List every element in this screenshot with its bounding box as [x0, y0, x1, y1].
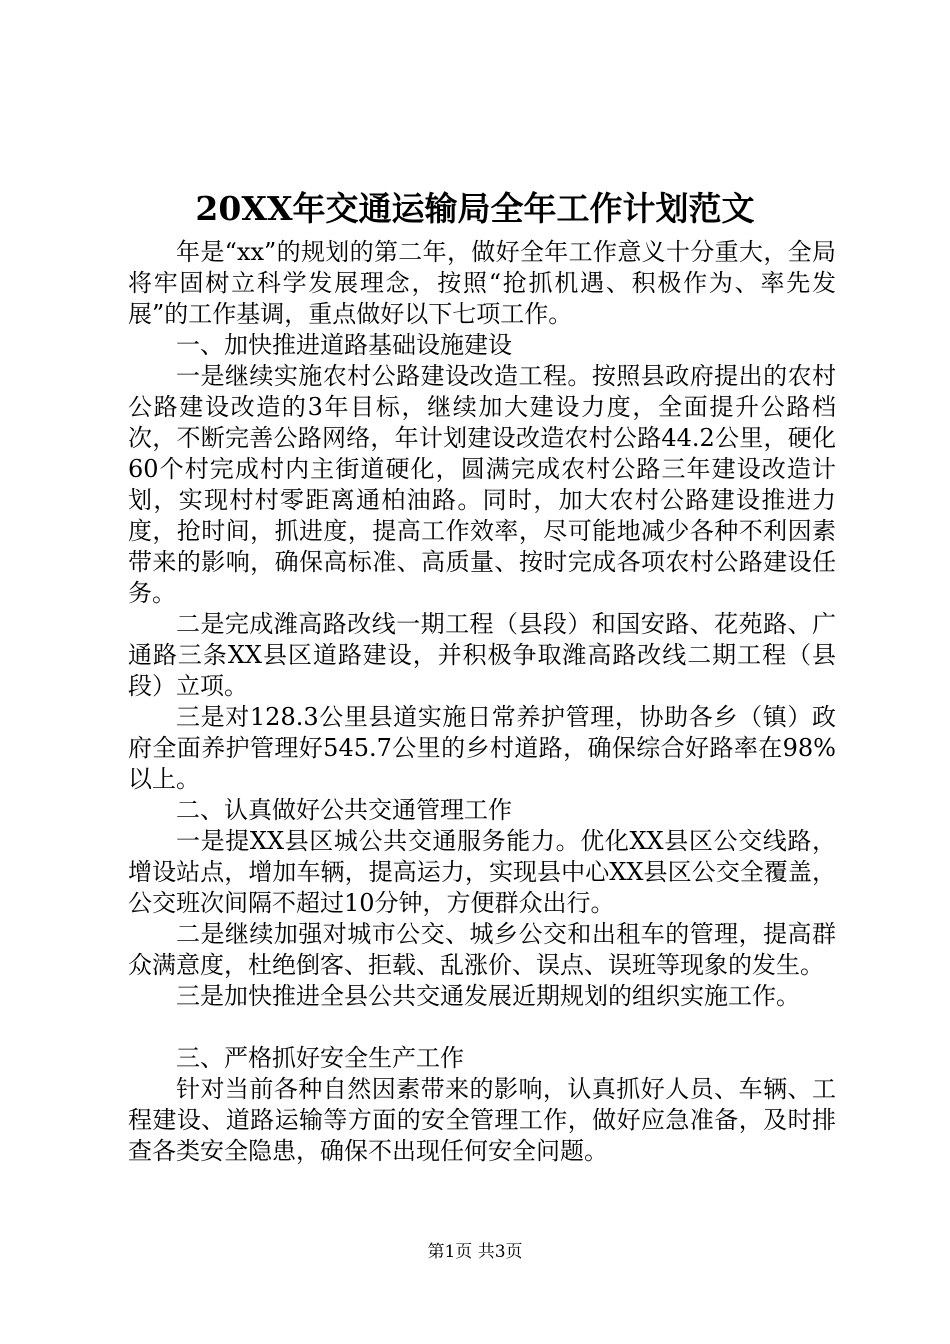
document-title: 20XX年交通运输局全年工作计划范文	[195, 189, 755, 228]
body-paragraph: 一是提XX县区城公共交通服务能力。优化XX县区公交线路，增设站点，增加车辆，提高运力，实现县中心XX县区公交全覆盖，公交班次间隔不超过10分钟，方便群众出行。	[128, 827, 836, 917]
body-paragraph: 一是继续实施农村公路建设改造工程。按照县政府提出的农村公路建设改造的3年目标，继续加大建设力度，全面提升公路档次，不断完善公路网络，年计划建设改造农村公路44.2公里，硬化60个村完成村内主街道硬化，圆满完成农村公路三年建设改造计划，实现村村零距离通柏油路。同时，加大农村公路建设推进力度，抢时间，抓进度，提高工作效率，尽可能地减少各种不利因素带来的影响，确保高标准、高质量、按时完成各项农村公路建设任务。	[128, 362, 836, 607]
section-heading-1: 一、加快推进道路基础设施建设	[176, 331, 512, 359]
body-paragraph: 三是对128.3公里县道实施日常养护管理，协助各乡（镇）政府全面养护管理好545.7公里的乡村道路，确保综合好路率在98%以上。	[128, 703, 836, 793]
body-paragraph: 针对当前各种自然因素带来的影响，认真抓好人员、车辆、工程建设、道路运输等方面的安全管理工作，做好应急准备，及时排查各类安全隐患，确保不出现任何安全问题。	[128, 1075, 836, 1165]
section-heading-3: 三、严格抓好安全生产工作	[176, 1044, 464, 1072]
section-heading-2: 二、认真做好公共交通管理工作	[176, 796, 512, 824]
page-indicator: 第1页 共3页	[427, 1242, 523, 1262]
intro-paragraph: 年是“xx”的规划的第二年，做好全年工作意义十分重大，全局将牢固树立科学发展理念，按照“抢抓机遇、积极作为、率先发展”的工作基调，重点做好以下七项工作。	[128, 238, 836, 328]
body-paragraph: 三是加快推进全县公共交通发展近期规划的组织实施工作。	[176, 982, 800, 1010]
body-paragraph: 二是继续加强对城市公交、城乡公交和出租车的管理，提高群众满意度，杜绝倒客、拒载、乱涨价、误点、误班等现象的发生。	[128, 920, 836, 979]
document-body	[128, 237, 836, 1167]
body-paragraph: 二是完成潍高路改线一期工程（县段）和国安路、花苑路、广通路三条XX县区道路建设，并积极争取潍高路改线二期工程（县段）立项。	[128, 610, 836, 700]
